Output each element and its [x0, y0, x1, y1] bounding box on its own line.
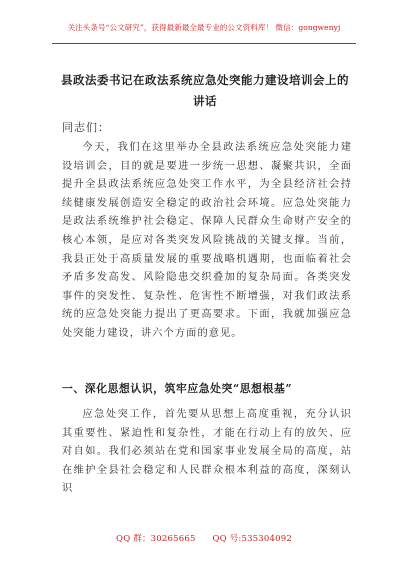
paragraph-section-1: 应急处突工作，首先要从思想上高度重视，充分认识其重要性、紧迫性和复杂性，才能在行动上有的放矢、应对自如。我们必须站在党和国家事业发展全局的高度，站在维护全县社会稳定和人民群众根本利益的高度，深刻认识: [62, 409, 352, 495]
footer-qq-number: QQ 号:535304092: [212, 534, 292, 544]
header-banner: 关注头条号“公文研究”，获得最新最全最专业的公文资料库！ 微信：gongwenyj: [67, 23, 341, 32]
document-title: 县政法委书记在政法系统应急处突能力建设培训会上的讲话: [61, 73, 349, 108]
section-heading-1: 一、深化思想认识，筑牢应急处突“思想根基”: [62, 382, 293, 395]
paragraph-intro: 今天，我们在这里举办全县政法系统应急处突能力建设培训会，目的就是要进一步统一思想、凝聚共识，全面提升全县政法系统应急处突工作水平，为全县经济社会持续健康发展创造安全稳定的政治社会环境。应急处突能力是政法系统维护社会稳定、保障人民群众生命财产安全的核心本领，是应对各类突发风险挑战的关键支撑。当前，我县正处于高质量发展的重要战略机遇期，也面临着社会矛盾多发高发、风险隐患交织叠加的复杂局面。各类突发事件的突发性、复杂性、危害性不断增强，对我们政法系统的应急处突能力提出了更高要求。下面，我就加强应急处突能力建设，讲六个方面的意见。: [62, 142, 352, 339]
header-divider: [52, 43, 356, 44]
footer-contact: [0, 532, 408, 544]
salutation: 同志们：: [62, 121, 110, 134]
footer-qq-group: QQ 群：30265665: [116, 534, 196, 544]
